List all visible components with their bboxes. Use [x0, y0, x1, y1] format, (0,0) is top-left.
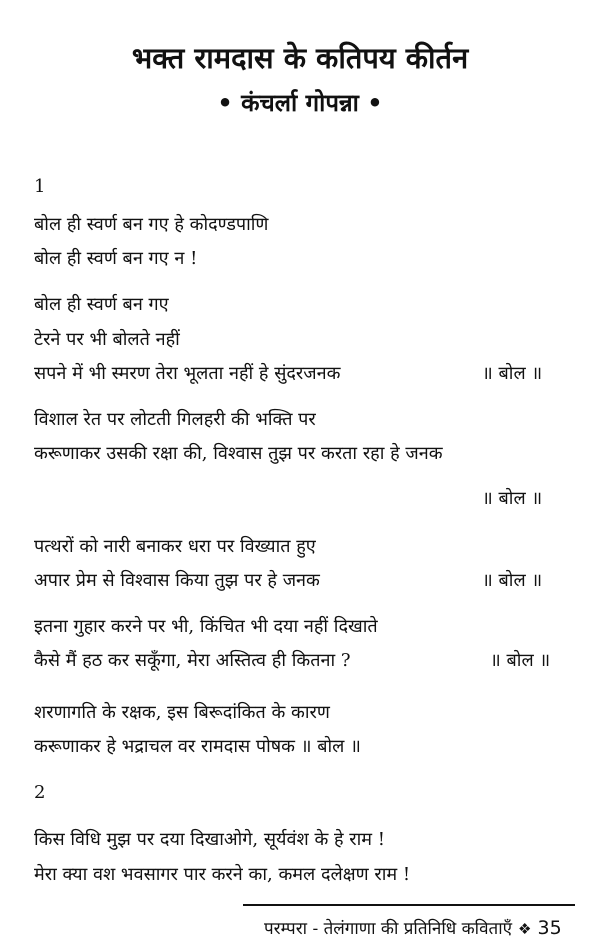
refrain-marker: ॥ बोल ॥	[490, 650, 551, 671]
poem-number: 1	[34, 176, 46, 197]
poem-line: सपने में भी स्मरण तेरा भूलता नहीं हे सुंदरजनक	[34, 363, 341, 384]
poem-line: टेरने पर भी बोलते नहीं	[34, 329, 180, 350]
poem-line: करूणाकर हे भद्राचल वर रामदास पोषक ॥ बोल ॥	[34, 736, 361, 757]
poem-line: पत्थरों को नारी बनाकर धरा पर विख्यात हुए	[34, 536, 316, 557]
poem-number: 2	[34, 782, 46, 803]
poem-line: शरणागति के रक्षक, इस बिरूदांकित के कारण	[34, 702, 330, 723]
poem-line: विशाल रेत पर लोटती गिलहरी की भक्ति पर	[34, 409, 316, 430]
poem-line: किस विधि मुझ पर दया दिखाओगे, सूर्यवंश के हे राम !	[34, 829, 386, 850]
page-footer	[264, 916, 562, 939]
poem-line: कैसे मैं हठ कर सकूँगा, मेरा अस्तित्व ही कितना ?	[34, 650, 351, 671]
poem-line: बोल ही स्वर्ण बन गए हे कोदण्डपाणि	[34, 214, 269, 235]
poem-line: बोल ही स्वर्ण बन गए	[34, 294, 169, 315]
refrain-marker: ॥ बोल ॥	[482, 363, 543, 384]
page-number: 35	[537, 917, 562, 939]
poem-line: मेरा क्या वश भवसागर पार करने का, कमल दलेक्षण राम !	[34, 864, 411, 885]
ornament-icon: ❖	[518, 920, 532, 938]
refrain-marker: ॥ बोल ॥	[482, 488, 543, 509]
refrain-marker: ॥ बोल ॥	[482, 570, 543, 591]
author-name: • कंचर्ला गोपन्ना •	[217, 89, 383, 117]
page-title: भक्त रामदास के कतिपय कीर्तन	[131, 41, 469, 75]
footer-divider	[243, 904, 575, 906]
footer-book-title: परम्परा - तेलंगाणा की प्रतिनिधि कविताएँ	[264, 919, 513, 939]
poem-line: करूणाकर उसकी रक्षा की, विश्वास तुझ पर करता रहा हे जनक	[34, 443, 443, 464]
poem-line: बोल ही स्वर्ण बन गए न !	[34, 248, 198, 269]
poem-line: इतना गुहार करने पर भी, किंचित भी दया नहीं दिखाते	[34, 616, 378, 637]
poem-line: अपार प्रेम से विश्वास किया तुझ पर हे जनक	[34, 570, 320, 591]
